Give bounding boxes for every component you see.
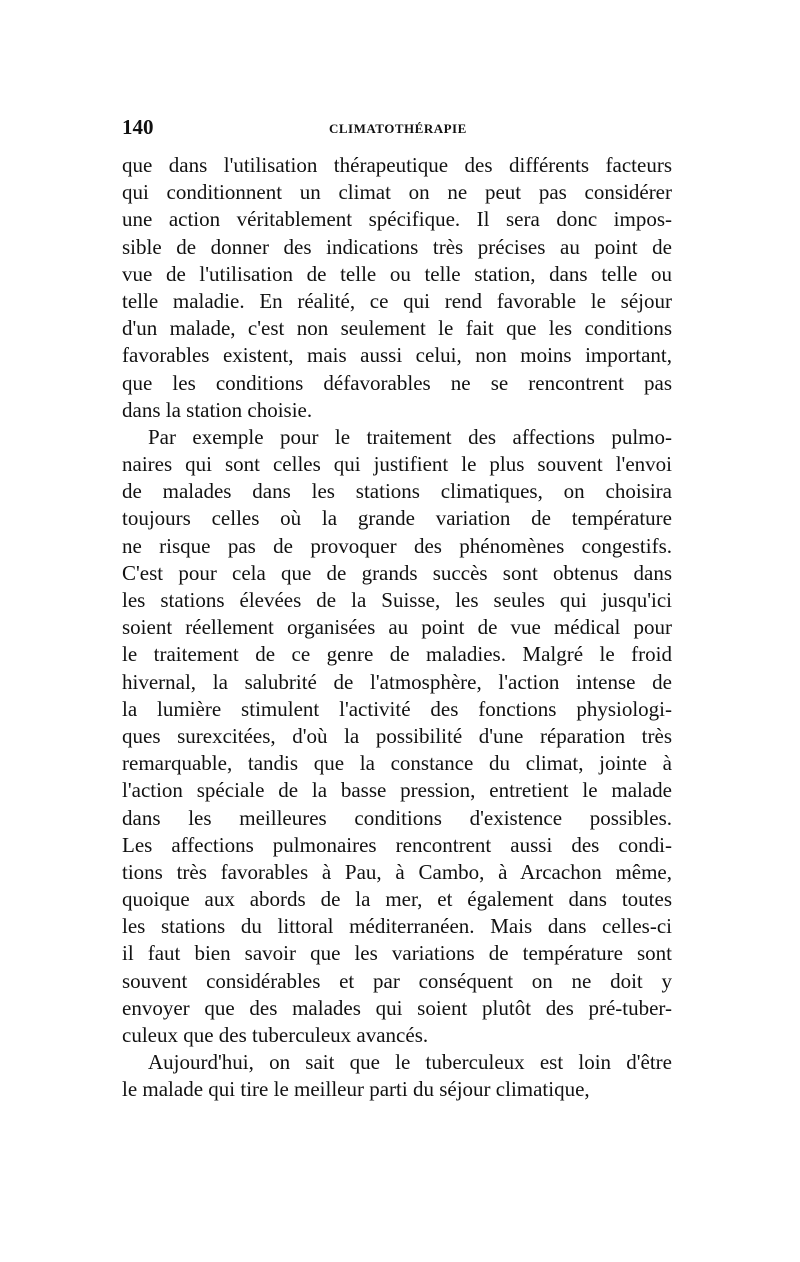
text-line: remarquable, tandis que la constance du climat, jointe à [122, 751, 672, 776]
body-text [122, 152, 672, 1104]
text-line: hivernal, la salubrité de l'atmosphère, l'action intense de [122, 669, 672, 694]
text-line: naires qui sont celles qui justifient le plus souvent l'envoi [122, 452, 672, 477]
paragraph [122, 152, 672, 424]
text-line: quoique aux abords de la mer, et également dans toutes [122, 887, 672, 912]
page-number: 140 [122, 115, 154, 139]
text-line: le traitement de ce genre de maladies. Malgré le froid [122, 642, 672, 667]
text-line: tions très favorables à Pau, à Cambo, à Arcachon même, [122, 859, 672, 884]
text-line: envoyer que des malades qui soient plutôt des pré-tuber- [122, 995, 672, 1020]
text-line: le malade qui tire le meilleur parti du séjour climatique, [122, 1077, 590, 1102]
text-line: l'action spéciale de la basse pression, entretient le malade [122, 778, 672, 803]
text-line: sible de donner des indications très précises au point de [122, 234, 672, 259]
text-line: les stations du littoral méditerranéen. Mais dans celles-ci [122, 914, 672, 939]
text-line: que dans l'utilisation thérapeutique des différents facteurs [122, 153, 672, 177]
text-line: Aujourd'hui, on sait que le tuberculeux est loin d'être [148, 1050, 672, 1075]
paragraph [122, 424, 672, 1049]
text-line: il faut bien savoir que les variations de température sont [122, 941, 672, 966]
text-line: vue de l'utilisation de telle ou telle station, dans telle ou [122, 261, 672, 286]
page-header [122, 112, 672, 142]
text-line: favorables existent, mais aussi celui, non moins important, [122, 343, 672, 368]
running-head: CLIMATOTHÉRAPIE [329, 121, 467, 136]
text-line: Les affections pulmonaires rencontrent aussi des condi- [122, 832, 672, 857]
text-line: ques surexcitées, d'où la possibilité d'une réparation très [122, 723, 672, 748]
text-line: la lumière stimulent l'activité des fonctions physiologi- [122, 696, 672, 721]
text-line: dans les meilleures conditions d'existence possibles. [122, 805, 672, 830]
text-line: dans la station choisie. [122, 397, 313, 422]
text-line: Par exemple pour le traitement des affections pulmo- [148, 424, 672, 449]
text-line: de malades dans les stations climatiques, on choisira [122, 479, 672, 504]
text-line: qui conditionnent un climat on ne peut pas considérer [122, 180, 672, 205]
text-line: toujours celles où la grande variation de température [122, 506, 672, 531]
text-line: souvent considérables et par conséquent on ne doit y [122, 968, 672, 993]
text-line: ne risque pas de provoquer des phénomènes congestifs. [122, 533, 672, 558]
text-line: culeux que des tuberculeux avancés. [122, 1023, 429, 1047]
text-line: que les conditions défavorables ne se rencontrent pas [122, 370, 672, 395]
text-line: telle maladie. En réalité, ce qui rend favorable le séjour [122, 288, 672, 313]
text-line: soient réellement organisées au point de vue médical pour [122, 615, 672, 640]
text-line: d'un malade, c'est non seulement le fait que les conditions [122, 316, 672, 341]
text-line: C'est pour cela que de grands succès sont obtenus dans [122, 560, 672, 585]
paragraph [122, 1049, 672, 1103]
text-line: les stations élevées de la Suisse, les seules qui jusqu'ici [122, 588, 672, 612]
text-line: une action véritablement spécifique. Il sera donc impos- [122, 207, 672, 232]
